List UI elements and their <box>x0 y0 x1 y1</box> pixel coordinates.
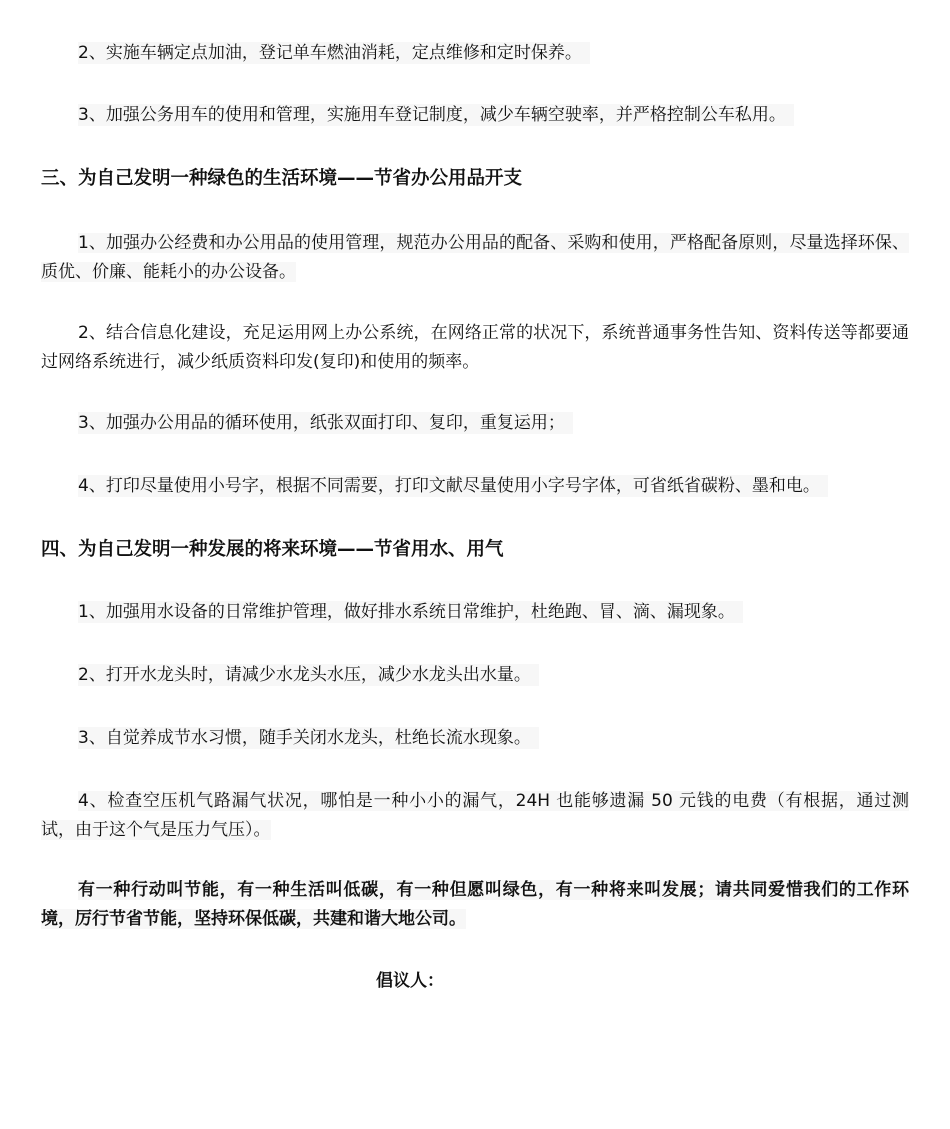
section4-item-4-text: 4、检查空压机气路漏气状况，哪怕是一种小小的漏气，24H 也能够遗漏 50 元钱的电费（有根据，通过测试，由于这个气是压力气压）。 <box>41 791 909 840</box>
section3-item-3: 3、加强办公用品的循环使用，纸张双面打印、复印，重复运用； <box>78 412 573 434</box>
section3-item-1-text: 1、加强办公经费和办公用品的使用管理，规范办公用品的配备、采购和使用，严格配备原则，尽量选择环保、质优、价廉、能耗小的办公设备。 <box>41 233 909 282</box>
section3-item-4: 4、打印尽量使用小号字，根据不同需要，打印文献尽量使用小字号字体，可省纸省碳粉、墨和电。 <box>78 475 828 497</box>
section2-item-2: 2、实施车辆定点加油，登记单车燃油消耗，定点维修和定时保养。 <box>78 42 590 64</box>
section4-heading: 四、为自己发明一种发展的将来环境——节省用水、用气 <box>41 539 504 560</box>
section3-heading: 三、为自己发明一种绿色的生活环境——节省办公用品开支 <box>41 168 523 189</box>
section4-item-1: 1、加强用水设备的日常维护管理，做好排水系统日常维护，杜绝跑、冒、滴、漏现象。 <box>78 601 743 623</box>
section4-item-3: 3、自觉养成节水习惯，随手关闭水龙头，杜绝长流水现象。 <box>78 727 539 749</box>
closing-paragraph <box>41 876 909 934</box>
section3-item-2-text: 2、结合信息化建设，充足运用网上办公系统，在网络正常的状况下，系统普通事务性告知、资料传送等都要通过网络系统进行，减少纸质资料印发(复印)和使用的频率。 <box>41 323 909 372</box>
section2-item-3: 3、加强公务用车的使用和管理，实施用车登记制度，减少车辆空驶率，并严格控制公车私用。 <box>78 104 794 126</box>
section3-item-2 <box>41 319 909 377</box>
section4-item-4 <box>41 787 909 845</box>
section4-item-2: 2、打开水龙头时，请减少水龙头水压，减少水龙头出水量。 <box>78 664 539 686</box>
closing-paragraph-text: 有一种行动叫节能，有一种生活叫低碳，有一种但愿叫绿色，有一种将来叫发展；请共同爱惜我们的工作环境，厉行节省节能，坚持环保低碳，共建和谐大地公司。 <box>41 880 909 929</box>
section3-item-1 <box>41 229 909 287</box>
signature-label: 倡议人： <box>376 971 444 991</box>
